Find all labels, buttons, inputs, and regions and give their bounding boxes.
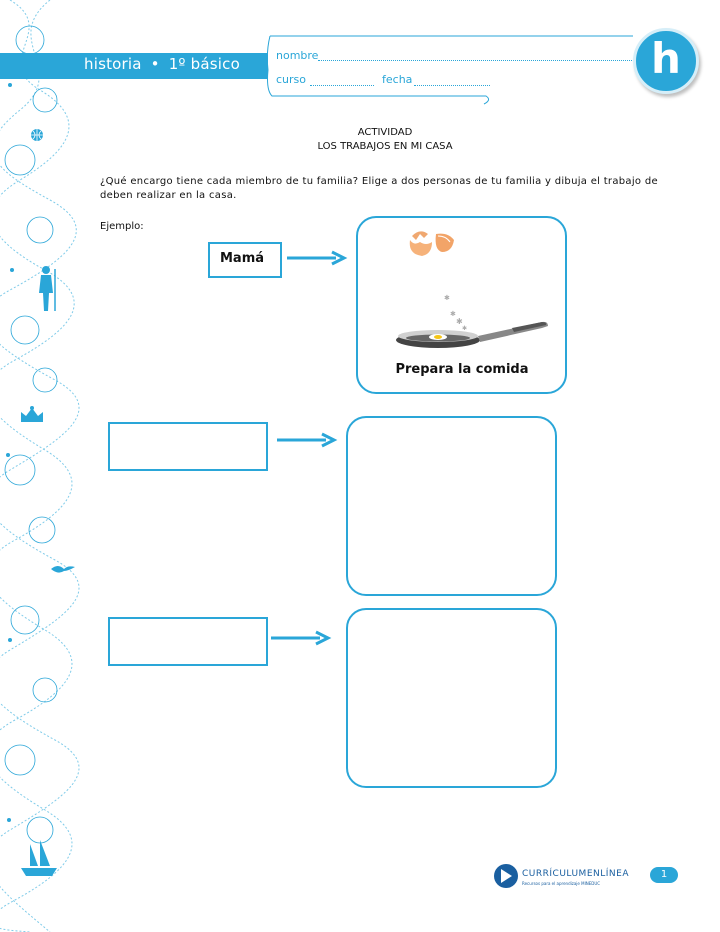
globe-icon xyxy=(30,128,44,142)
page-number: 1 xyxy=(650,867,678,883)
svg-text:✱: ✱ xyxy=(456,317,463,326)
drawing-area[interactable] xyxy=(346,608,557,788)
example-member-label: Mamá xyxy=(220,251,265,266)
example-arrow xyxy=(286,250,348,266)
instructions-text: ¿Qué encargo tiene cada miembro de tu familia? Elige a dos personas de tu familia y dibuja el trabajo de deben realizar en la casa. xyxy=(100,176,658,201)
example-member-box xyxy=(208,242,282,278)
footer-brand: CURRÍCULUMENLÍNEA xyxy=(522,869,629,879)
footer-tagline: Recursos para el aprendizaje MINEDUC xyxy=(522,881,601,886)
date-field[interactable] xyxy=(414,84,490,86)
member-input-box[interactable] xyxy=(108,422,268,471)
member-input-box[interactable] xyxy=(108,617,268,666)
svg-text:✱: ✱ xyxy=(444,294,450,302)
course-field[interactable] xyxy=(310,84,374,86)
example-label: Ejemplo: xyxy=(100,221,144,232)
course-label: curso xyxy=(276,73,307,86)
frying-pan-egg-icon xyxy=(392,228,552,356)
activity-title: ACTIVIDAD LOS TRABAJOS EN MI CASA xyxy=(317,127,453,152)
drawing-area[interactable] xyxy=(346,416,557,596)
bird-icon xyxy=(50,561,76,577)
crown-icon xyxy=(19,406,45,424)
curriculum-logo-icon xyxy=(492,862,520,890)
explorer-figure-icon xyxy=(34,265,60,313)
name-label: nombre xyxy=(276,49,319,62)
example-caption: Prepara la comida xyxy=(395,362,529,377)
row-arrow xyxy=(276,432,338,448)
svg-text:✱: ✱ xyxy=(462,325,468,332)
row-arrow xyxy=(270,630,332,646)
date-label: fecha xyxy=(382,73,413,86)
history-logo: h xyxy=(633,28,699,94)
ship-icon xyxy=(18,838,60,878)
subject-grade-label: historia • 1º básico xyxy=(84,55,240,73)
svg-text:✱: ✱ xyxy=(450,310,456,318)
name-field[interactable] xyxy=(318,59,636,61)
